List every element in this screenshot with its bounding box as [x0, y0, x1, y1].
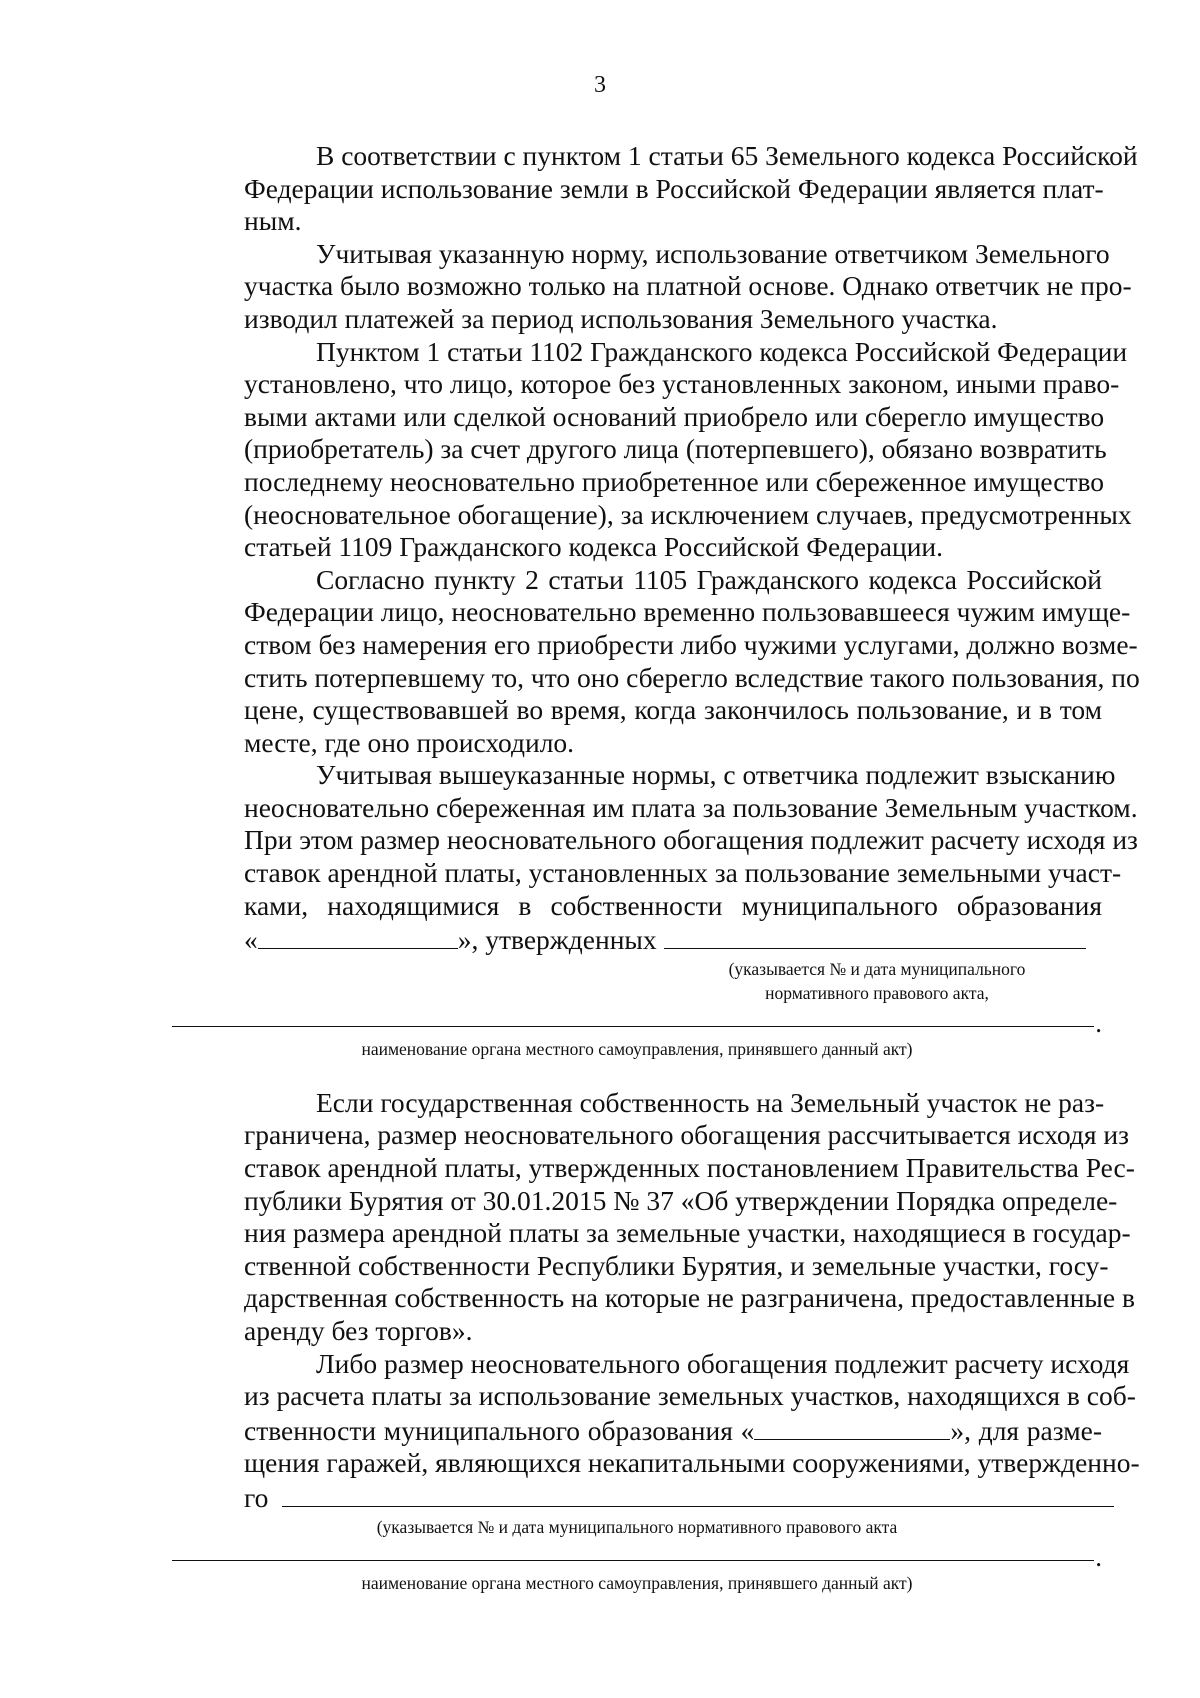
footnote-caption: наименование органа местного самоуправления, принявшего данный акт)	[361, 1572, 913, 1593]
text-line: Если государственная собственность на Земельный участок не раз-	[316, 1086, 1105, 1118]
text-segment: ственности муниципального образования «	[244, 1414, 755, 1446]
text-line: участка было возможно только на платной основе. Однако ответчик не про-	[244, 270, 1132, 302]
rule-period: .	[1095, 1541, 1102, 1572]
caption-line: (указывается № и дата муниципального	[728, 958, 1026, 979]
legal-act-blank[interactable]	[664, 922, 1086, 949]
text-line: щения гаражей, являющихся некапитальными сооружениями, утвержденно-	[244, 1447, 1140, 1479]
rule-period: .	[1095, 1007, 1102, 1038]
text-line: Либо размер неосновательного обогащения подлежит расчету исходя	[316, 1347, 1130, 1379]
footnote-caption	[172, 957, 1102, 1005]
municipality-name-blank[interactable]	[754, 1413, 950, 1440]
text-line: ством без намерения его приобрести либо чужими услугами, должно возме-	[244, 628, 1138, 660]
footnote-caption: (указывается № и дата муниципального нормативного правового акта	[376, 1516, 898, 1537]
text-line: Федерации использование земли в Российской Федерации является плат-	[244, 172, 1104, 204]
text-line: ния размера арендной платы за земельные участки, находящиеся в государ-	[244, 1217, 1131, 1249]
legal-act-continuation-blank[interactable]	[172, 1539, 1102, 1572]
text-line: статьей 1109 Гражданского кодекса Российской Федерации.	[244, 531, 944, 563]
paragraph-land-code	[172, 140, 1138, 238]
text-line: ставок арендной платы, установленных за пользование земельными участ-	[244, 857, 1122, 889]
legal-act-continuation-blank[interactable]	[172, 1005, 1102, 1038]
caption-line: нормативного правового акта,	[765, 982, 989, 1003]
text-line: граничена, размер неосновательного обогащения рассчитывается исходя из	[244, 1119, 1129, 1151]
text-line: месте, где оно происходило.	[244, 726, 575, 758]
text-line: из расчета платы за использование земельных участков, находящихся в соб-	[244, 1380, 1136, 1412]
paragraph-paid-basis	[172, 237, 1132, 336]
paragraph-garage-fee	[172, 1347, 1140, 1515]
paragraph-recovery	[172, 759, 1138, 957]
text-segment: », для разме-	[950, 1414, 1102, 1446]
text-line: аренду без торгов».	[244, 1315, 473, 1346]
text-line: Согласно пункту 2 статьи 1105 Гражданского кодекса Российской	[316, 563, 1102, 595]
page-number: 3	[594, 72, 606, 98]
rule-line	[172, 1026, 1094, 1027]
text-line: (приобретатель) за счет другого лица (потерпевшего), обязано возвратить	[244, 433, 1107, 465]
paragraph-article-1105	[172, 563, 1140, 760]
text-line: (неосновательное обогащение), за исключением случаев, предусмотренных	[244, 498, 1132, 530]
text-line: цене, существовавшей во время, когда закончилось пользование, и в том	[244, 694, 1102, 726]
text-line: установлено, что лицо, которое без установленных законом, иными право-	[244, 368, 1120, 400]
text-line: При этом размер неосновательного обогащения подлежит расчету исходя из	[244, 824, 1138, 856]
approved-by-text: », утвержденных	[457, 924, 657, 956]
open-quote: «	[244, 924, 258, 956]
text-line: ным.	[244, 205, 302, 237]
text-line: последнему неосновательно приобретенное или сбереженное имущество	[244, 465, 1105, 497]
municipality-name-blank[interactable]	[258, 922, 458, 949]
document-body	[172, 140, 1140, 1595]
text-line-with-blanks	[172, 1413, 1102, 1448]
text-line-with-blanks	[172, 1480, 1102, 1515]
text-line: ственной собственности Республики Бурятия, и земельные участки, госу-	[244, 1249, 1109, 1281]
text-line: В соответствии с пунктом 1 статьи 65 Земельного кодекса Российской	[316, 140, 1138, 171]
paragraph-article-1102	[172, 335, 1132, 564]
text-line: ставок арендной платы, утвержденных постановлением Правительства Рес-	[244, 1152, 1135, 1184]
text-line: ками, находящимися в собственности муниципального образования	[244, 889, 1102, 921]
legal-act-blank[interactable]	[282, 1480, 1114, 1507]
text-line: публики Бурятия от 30.01.2015 № 37 «Об утверждении Порядка определе-	[244, 1184, 1118, 1216]
text-line: стить потерпевшему то, что оно сберегло вследствие такого пользования, по	[244, 661, 1140, 693]
text-line-with-blanks	[172, 922, 1102, 957]
footnote-caption: наименование органа местного самоуправления, принявшего данный акт)	[361, 1038, 913, 1059]
text-line: выми актами или сделкой оснований приобрело или сберегло имущество	[244, 400, 1105, 432]
text-line: дарственная собственность на которые не разграничена, предоставленные в	[244, 1282, 1135, 1314]
text-line: Учитывая указанную норму, использование ответчиком Земельного	[316, 237, 1110, 269]
text-line: Федерации лицо, неосновательно временно пользовавшееся чужим имуще-	[244, 596, 1131, 628]
text-line: Учитывая вышеуказанные нормы, с ответчика подлежит взысканию	[316, 759, 1116, 791]
rule-line	[172, 1560, 1094, 1561]
paragraph-buryatia-rates	[172, 1086, 1135, 1348]
text-line: изводил платежей за период использования Земельного участка.	[244, 302, 998, 334]
text-segment: го	[244, 1481, 269, 1513]
text-line: неосновательно сбереженная им плата за пользование Земельным участком.	[244, 791, 1138, 823]
text-line: Пунктом 1 статьи 1102 Гражданского кодекса Российской Федерации	[316, 335, 1128, 367]
